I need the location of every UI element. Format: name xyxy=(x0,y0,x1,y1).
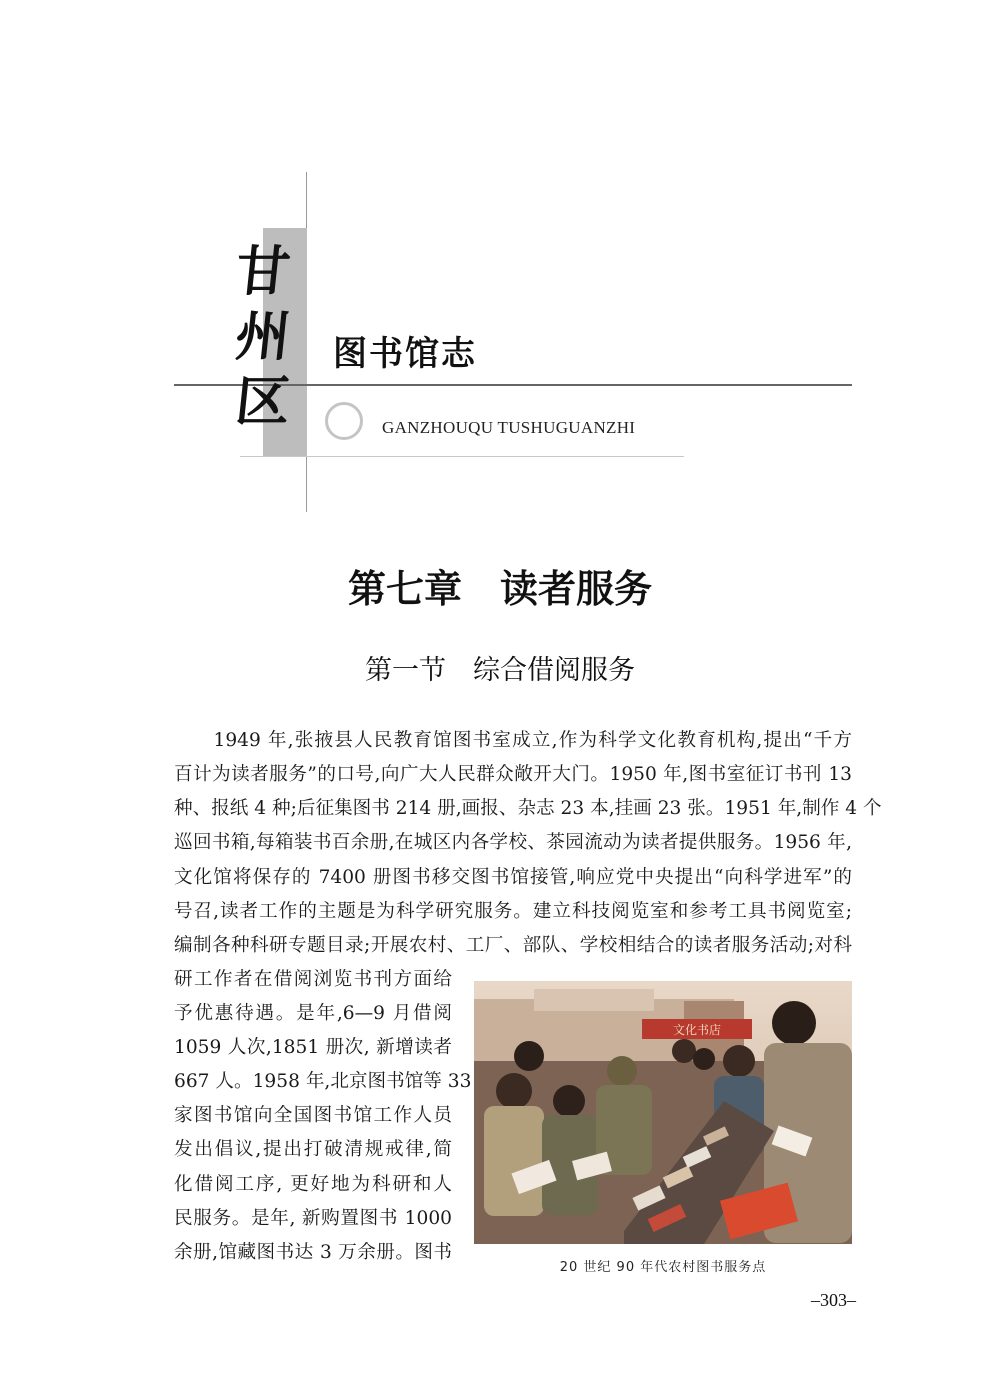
body-line: 化借阅工序, 更好地为科研和人 xyxy=(174,1174,452,1195)
body-line: 家图书馆向全国图书馆工作人员 xyxy=(174,1105,452,1126)
body-line: 百计为读者服务”的口号,向广大人民群众敞开大门。1950 年,图书室征订书刊 13 xyxy=(174,764,852,785)
body-line: 1059 人次,1851 册次, 新增读者 xyxy=(174,1037,452,1058)
body-line: 号召,读者工作的主题是为科学研究服务。建立科技阅览室和参考工具书阅览室; xyxy=(174,901,852,922)
body-line: 研工作者在借阅浏览书刊方面给 xyxy=(174,969,452,990)
header-pinyin-subtitle: GANZHOUQU TUSHUGUANZHI xyxy=(382,418,636,437)
section-title: 第一节 综合借阅服务 xyxy=(365,655,635,686)
header-calligraphy-char-2: 州 xyxy=(232,304,294,368)
header-book-title: 图书馆志 xyxy=(333,334,477,374)
photo-rural-book-service xyxy=(474,981,852,1244)
body-line: 种、报纸 4 种;后征集图书 214 册,画报、杂志 23 本,挂画 23 张。1951 年,制作 4 个 xyxy=(174,798,882,819)
body-line: 1949 年,张掖县人民教育馆图书室成立,作为科学文化教育机构,提出“千方 xyxy=(174,730,852,751)
body-line: 民服务。是年, 新购置图书 1000 xyxy=(174,1208,452,1229)
body-line: 667 人。1958 年,北京图书馆等 33 xyxy=(174,1071,472,1092)
body-line: 文化馆将保存的 7400 册图书移交图书馆接管,响应党中央提出“向科学进军”的 xyxy=(174,867,852,888)
header-calligraphy-char-3: 区 xyxy=(232,369,294,433)
photo-banner-text: 文化书店 xyxy=(672,1023,722,1037)
header-calligraphy-char-1: 甘 xyxy=(232,239,294,303)
photo-caption: 20 世纪 90 年代农村图书服务点 xyxy=(559,1260,767,1275)
circle-icon xyxy=(325,402,363,440)
body-line: 发出倡议,提出打破清规戒律,简 xyxy=(174,1139,452,1160)
body-line: 巡回书箱,每箱装书百余册,在城区内各学校、茶园流动为读者提供服务。1956 年, xyxy=(174,832,852,853)
chapter-title: 第七章 读者服务 xyxy=(347,567,652,611)
body-line: 予优惠待遇。是年,6—9 月借阅 xyxy=(174,1003,452,1024)
page-number: –303– xyxy=(811,1290,856,1310)
header-thin-rule xyxy=(240,456,684,457)
body-line: 编制各种科研专题目录;开展农村、工厂、部队、学校相结合的读者服务活动;对科 xyxy=(174,935,852,956)
body-line: 余册,馆藏图书达 3 万余册。图书 xyxy=(174,1242,452,1263)
